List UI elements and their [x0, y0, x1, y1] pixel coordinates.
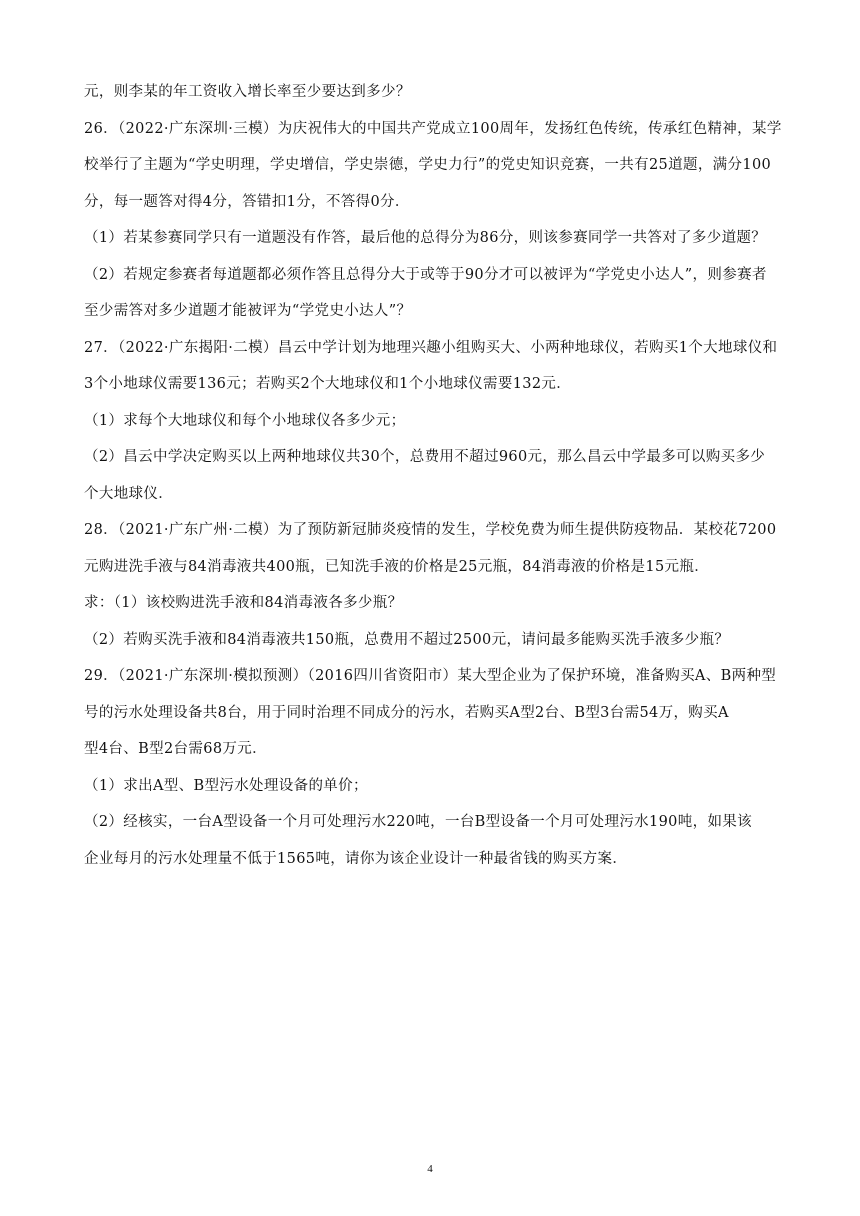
text-line: 校举行了主题为“学史明理，学史增信，学史崇德，学史力行”的党史知识竞赛，一共有25道题，满分100 [84, 157, 772, 173]
question-28-header: 28．（2021·广东广州·二模）为了预防新冠肺炎疫情的发生，学校免费为师生提供防疫物品．某校花7200 [84, 522, 777, 538]
text-line: 分，每一题答对得4分，答错扣1分，不答得0分． [84, 193, 410, 210]
question-27-part-2: （2）昌云中学决定购买以上两种地球仪共30个，总费用不超过960元，那么昌云中学最多可以购买多少 [84, 449, 766, 465]
page-number: 4 [427, 1163, 433, 1175]
question-28-part-2: （2）若购买洗手液和84消毒液共150瓶，总费用不超过2500元，请问最多能购买洗手液多少瓶？ [84, 631, 730, 648]
document-body [84, 82, 780, 885]
question-29-part-2: （2）经核实，一台A型设备一个月可处理污水220吨，一台B型设备一个月可处理污水190吨，如果该 [84, 814, 753, 830]
question-27-header: 27．（2022·广东揭阳·二模）昌云中学计划为地理兴趣小组购买大、小两种地球仪，若购买1个大地球仪和 [84, 339, 778, 356]
question-29-header: 29．（2021·广东深圳·模拟预测）（2016四川省资阳市）某大型企业为了保护环境，准备购买A、B两种型 [84, 668, 777, 684]
text-line: 个大地球仪． [84, 485, 174, 502]
question-27-part-1: （1）求每个大地球仪和每个小地球仪各多少元； [84, 412, 406, 429]
question-29-part-1: （1）求出A型、B型污水处理设备的单价； [84, 777, 368, 794]
text-line: 元购进洗手液与84消毒液共400瓶，已知洗手液的价格是25元瓶，84消毒液的价格是15元瓶． [84, 558, 710, 575]
question-26-part-1: （1）若某参赛同学只有一道题没有作答，最后他的总得分为86分，则该参赛同学一共答对了多少道题？ [84, 230, 767, 246]
question-28-part-1: 求：（1）该校购进洗手液和84消毒液各多少瓶？ [84, 595, 403, 611]
text-line: 3个小地球仪需要136元；若购买2个大地球仪和1个小地球仪需要132元． [84, 376, 572, 392]
text-line: 元，则李某的年工资收入增长率至少要达到多少？ [84, 84, 411, 100]
question-26-header: 26．（2022·广东深圳·三模）为庆祝伟大的中国共产党成立100周年，发扬红色传统，传承红色精神，某学 [84, 120, 782, 137]
text-line: 号的污水处理设备共8台，用于同时治理不同成分的污水，若购买A型2台、B型3台需54万，购买A [84, 704, 729, 721]
question-26-part-2: （2）若规定参赛者每道题都必须作答且总得分大于或等于90分才可以被评为“学党史小达人”，则参赛者 [84, 266, 767, 283]
text-line: 企业每月的污水处理量不低于1565吨，请你为该企业设计一种最省钱的购买方案． [84, 850, 628, 867]
text-line: 至少需答对多少道题才能被评为“学党史小达人”？ [84, 303, 412, 319]
text-line: 型4台、B型2台需68万元． [84, 741, 267, 757]
